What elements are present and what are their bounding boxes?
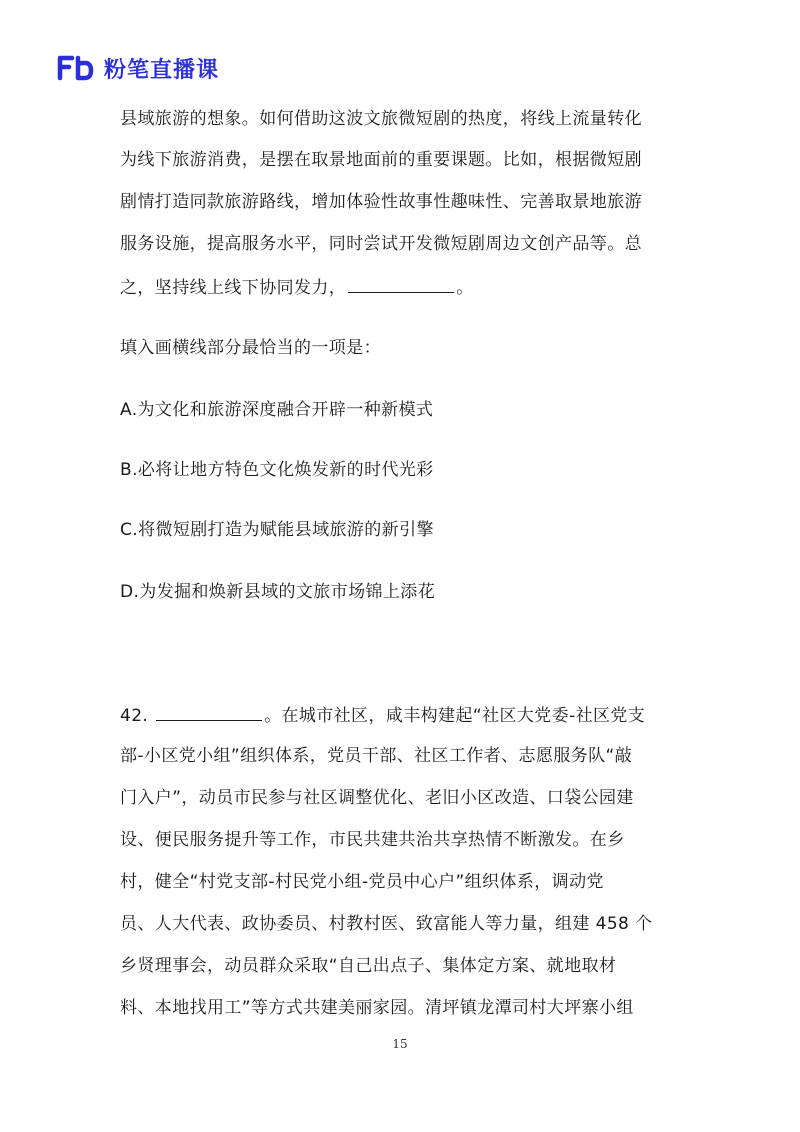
option-a: A.为文化和旅游深度融合开辟一种新模式 [120, 400, 434, 420]
brand-logo [56, 52, 219, 84]
answer-blank [156, 702, 262, 721]
page-number: 15 [392, 1037, 408, 1051]
passage2-line: 门入户”，动员市民参与社区调整优化、老旧小区改造、口袋公园建 [120, 788, 634, 808]
passage1-line: 为线下旅游消费，是摆在取景地面前的重要课题。比如，根据微短剧 [120, 150, 642, 170]
passage2-line: 村，健全“村党支部-村民党小组-党员中心户”组织体系，调动党 [120, 872, 604, 892]
passage1-line: 剧情打造同款旅游路线，增加体验性故事性趣味性、完善取景地旅游 [120, 192, 642, 212]
question-number: 42. [120, 706, 149, 726]
brand-name: 粉笔直播课 [104, 57, 220, 83]
option-c: C.将微短剧打造为赋能县域旅游的新引擎 [120, 520, 434, 540]
option-b: B.必将让地方特色文化焕发新的时代光彩 [120, 460, 434, 480]
passage2-line: 部-小区党小组”组织体系，党员干部、社区工作者、志愿服务队“敲 [120, 746, 633, 766]
passage1-last-line-suffix: 。 [456, 278, 474, 298]
question-42-first-line-text: 。在城市社区，咸丰构建起“社区大党委-社区党支 [264, 706, 646, 726]
question-prompt: 填入画横线部分最恰当的一项是： [120, 338, 381, 358]
answer-blank [348, 274, 454, 293]
passage1-last-line-prefix: 之，坚持线上线下协同发力， [120, 278, 347, 298]
passage2-line: 乡贤理事会，动员群众采取“自己出点子、集体定方案、就地取材 [120, 956, 617, 976]
passage1-line: 县域旅游的想象。如何借助这波文旅微短剧的热度，将线上流量转化 [120, 109, 642, 129]
passage1-last-line [120, 274, 474, 300]
passage2-line: 设、便民服务提升等工作，市民共建共治共享热情不断激发。在乡 [120, 830, 625, 850]
fb-logo-icon [56, 54, 96, 82]
option-d: D.为发掘和焕新县域的文旅市场锦上添花 [120, 582, 436, 602]
passage2-line: 员、人大代表、政协委员、村教村医、致富能人等力量，组建 458 个 [120, 914, 653, 934]
passage1-line: 服务设施，提高服务水平，同时尝试开发微短剧周边文创产品等。总 [120, 234, 642, 254]
question-42-first-line [120, 702, 645, 728]
passage2-line: 料、本地找用工”等方式共建美丽家园。清坪镇龙潭司村大坪寨小组 [120, 998, 634, 1018]
